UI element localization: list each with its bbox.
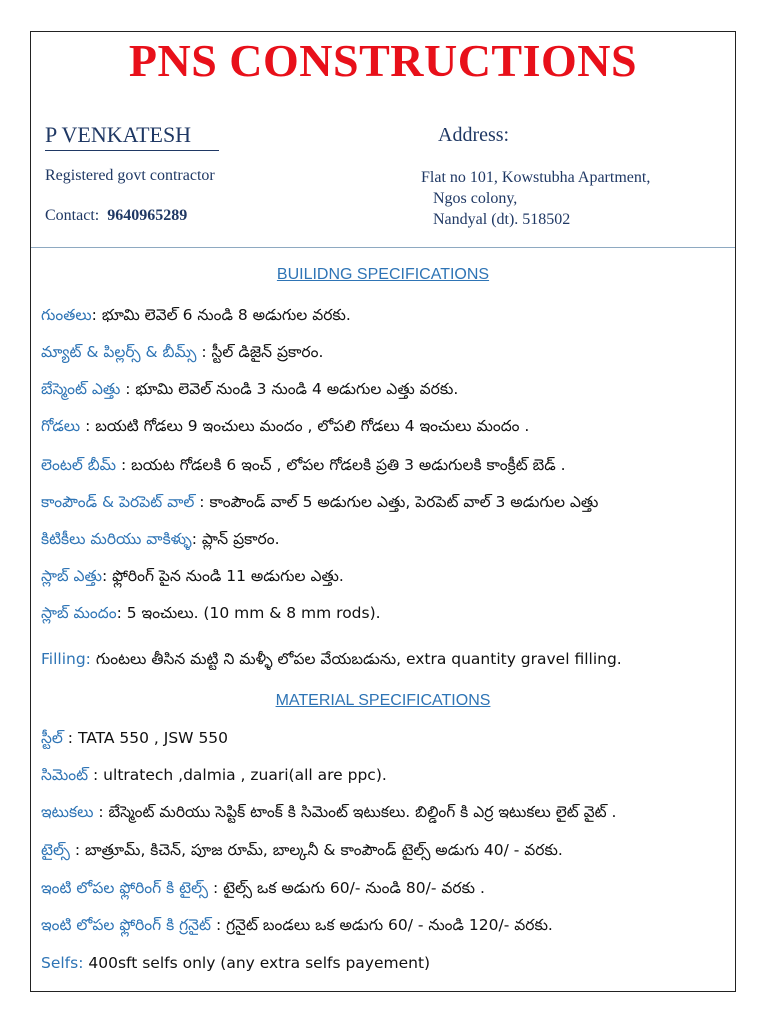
- owner-name: P VENKATESH: [45, 122, 191, 148]
- spec-row: [41, 841, 731, 863]
- spec-label: గుంతలు: [41, 306, 92, 324]
- spec-value: : బయటి గోడలు 9 ఇంచులు మందం , లోపలి గోడలు 4 ఇంచులు మందం .: [80, 417, 530, 435]
- spec-row: [41, 729, 731, 751]
- spec-value: 400sft selfs only (any extra selfs payement): [83, 954, 431, 972]
- spec-label: మ్యాట్ & పిల్లర్స్ & బీమ్స్: [41, 343, 197, 361]
- contact-label: Contact:: [45, 207, 100, 224]
- spec-row: [41, 916, 731, 938]
- spec-label: సిమెంట్: [41, 766, 89, 784]
- address-label: Address:: [438, 124, 510, 146]
- spec-value: : బయట గోడలకి 6 ఇంచ్ , లోపల గోడలకి ప్రతి 3 అడుగులకి కాంక్రీట్ బెడ్ .: [116, 456, 566, 474]
- spec-value: : కాంపౌండ్ వాల్ 5 అడుగుల ఎత్తు, పెరపెట్ వాల్ 3 అడుగుల ఎత్తు: [194, 493, 599, 511]
- spec-label: ఇంటి లోపల ఫ్లోరింగ్ కి టైల్స్: [41, 879, 209, 897]
- spec-value: : గ్రనైట్ బండలు ఒక అడుగు 60/ - నుండి 120/- వరకు.: [211, 916, 553, 934]
- spec-label: Selfs:: [41, 954, 84, 972]
- owner-role: Registered govt contractor: [45, 167, 215, 184]
- spec-row: [41, 766, 731, 788]
- spec-value: : బాత్రూమ్, కిచెన్, పూజ రూమ్, బాల్కనీ & కాంపౌండ్ టైల్స్ అడుగు 40/ - వరకు.: [69, 841, 563, 859]
- owner-underline: [45, 150, 219, 151]
- spec-row: [41, 803, 731, 825]
- spec-label: కిటికీలు మరియు వాకిళ్ళు: [41, 530, 192, 548]
- spec-value: : ఫ్లోరింగ్ పైన నుండి 11 అడుగుల ఎత్తు.: [101, 567, 344, 585]
- spec-label: లెంటల్ బీమ్: [41, 456, 117, 474]
- spec-label: గోడలు: [41, 417, 81, 435]
- contact-number: 9640965289: [107, 207, 188, 224]
- spec-row: [41, 306, 731, 328]
- spec-label: టైల్స్: [41, 841, 70, 859]
- spec-value: : 5 ఇంచులు. (10 mm & 8 mm rods).: [116, 604, 381, 622]
- spec-label: ఇటుకలు: [41, 803, 94, 821]
- spec-label: కాంపౌండ్ & పెరపెట్ వాల్: [41, 493, 195, 511]
- address-line-3: Nandyal (dt). 518502: [433, 211, 571, 228]
- spec-value: : బేస్మెంట్ మరియు సెప్టిక్ టాంక్ కి సిమెంట్ ఇటుకలు. బిల్డింగ్ కి ఎర్ర ఇటుకలు లైట్ వైట్ .: [93, 803, 617, 821]
- spec-label: ఇంటి లోపల ఫ్లోరింగ్ కి గ్రనైట్: [41, 916, 212, 934]
- spec-value: : భూమి లెవెల్ 6 నుండి 8 అడుగుల వరకు.: [91, 306, 351, 324]
- spec-row: [41, 879, 731, 901]
- spec-value: : ప్లాన్ ప్రకారం.: [191, 530, 280, 548]
- spec-label: స్లాబ్ ఎత్తు: [41, 567, 102, 585]
- spec-row: [41, 380, 731, 402]
- spec-row: [41, 456, 731, 478]
- header-divider: [31, 247, 735, 248]
- spec-value: : స్టీల్ డిజైన్ ప్రకారం.: [196, 343, 324, 361]
- spec-row: [41, 493, 731, 515]
- spec-value: గుంటలు తీసిన మట్టి ని మళ్ళీ లోపల వేయబడును, extra quantity gravel filling.: [90, 650, 622, 668]
- spec-row: [41, 954, 731, 972]
- spec-row: [41, 417, 731, 439]
- spec-label: స్లాబ్ మందం: [41, 604, 117, 622]
- spec-value: : భూమి లెవెల్ నుండి 3 నుండి 4 అడుగుల ఎత్తు వరకు.: [120, 380, 459, 398]
- spec-row: [41, 604, 731, 626]
- spec-label: బేస్మెంట్ ఎత్తు: [41, 380, 121, 398]
- spec-label: Filling:: [41, 650, 91, 668]
- address-line-2: Ngos colony,: [433, 190, 518, 207]
- spec-value: : ultratech ,dalmia , zuari(all are ppc).: [88, 766, 387, 784]
- document-page: [30, 31, 736, 992]
- company-title: PNS CONSTRUCTIONS: [128, 35, 638, 86]
- spec-label: స్టీల్: [41, 729, 63, 747]
- material-spec-heading: MATERIAL SPECIFICATIONS: [275, 692, 491, 709]
- owner-contact: [45, 207, 187, 225]
- spec-row: [41, 650, 731, 672]
- address-line-1: Flat no 101, Kowstubha Apartment,: [421, 169, 651, 186]
- spec-row: [41, 567, 731, 589]
- building-spec-heading: BUILIDNG SPECIFICATIONS: [276, 266, 490, 283]
- address-block: [421, 167, 650, 230]
- spec-row: [41, 343, 731, 365]
- spec-value: : TATA 550 , JSW 550: [62, 729, 229, 747]
- spec-value: : టైల్స్ ఒక అడుగు 60/- నుండి 80/- వరకు .: [208, 879, 485, 897]
- spec-row: [41, 530, 731, 552]
